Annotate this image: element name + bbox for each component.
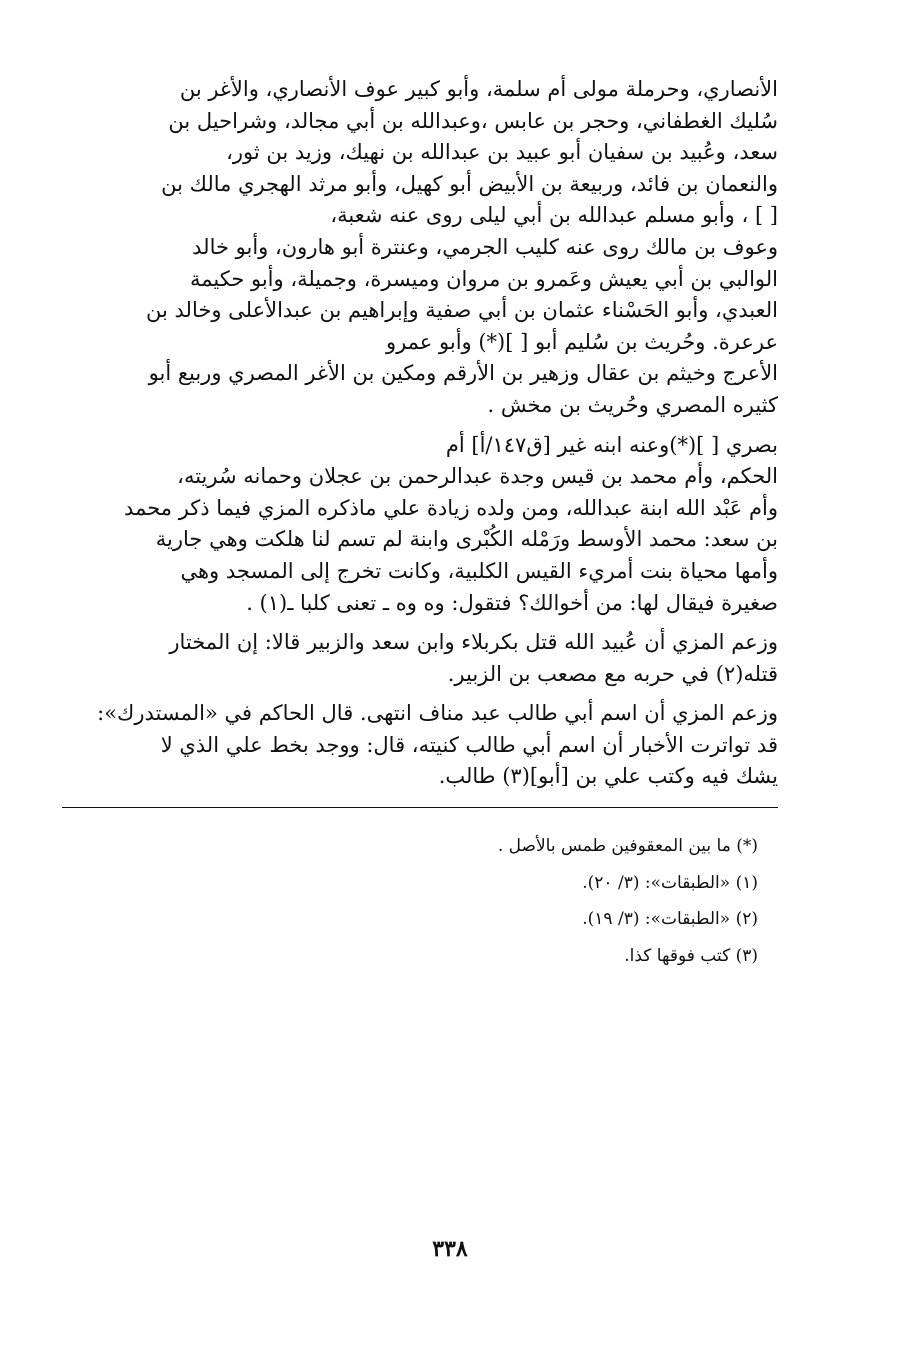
text-line: قتله(٢) في حربه مع مصعب بن الزبير.: [447, 661, 778, 686]
paragraph: [62, 430, 778, 620]
text-line: وزعم المزي أن عُبيد الله قتل بكربلاء وابن سعد والزبير قالا: إن المختار: [169, 630, 778, 655]
text-line: عرعرة. وحُريث بن سُليم أبو [ ](*) وأبو عمرو: [385, 329, 778, 354]
footnotes: [62, 828, 778, 974]
text-line: الحكم، وأم محمد بن قيس وجدة عبدالرحمن بن عجلان وحمانه سُريته،: [177, 464, 778, 489]
footnote: (٢) «الطبقات»: (٣/ ١٩).: [582, 909, 758, 930]
footnote: (٣) كتب فوقها كذا.: [624, 945, 758, 966]
text-line: وزعم المزي أن اسم أبي طالب عبد مناف انتهى. قال الحاكم في «المستدرك»:: [97, 701, 778, 726]
paragraph: [62, 698, 778, 793]
text-line: وأمها محياة بنت أمريء القيس الكلبية، وكانت تخرج إلى المسجد وهي: [180, 558, 778, 583]
text-line: سُليك الغطفاني، وحجر بن عابس ،وعبدالله بن أبي مجالد، وشراحيل بن: [168, 108, 778, 133]
text-line: صغيرة فيقال لها: من أخوالك؟ فتقول: وه وه ـ تعنى كلبا ـ(١) .: [246, 590, 778, 615]
text-line: [ ] ، وأبو مسلم عبدالله بن أبي ليلى روى عنه شعبة،: [330, 203, 778, 228]
paragraph: [62, 627, 778, 690]
text-line: وعوف بن مالك روى عنه كليب الجرمي، وعنترة أبو هارون، وأبو خالد: [192, 234, 778, 259]
text-line: يشك فيه وكتب علي بن [أبو](٣) طالب.: [438, 764, 778, 789]
text-line: سعد، وعُبيد بن سفيان أبو عبيد بن عبدالله بن نهيك، وزيد بن ثور،: [226, 140, 778, 165]
footnote: (١) «الطبقات»: (٣/ ٢٠).: [582, 872, 758, 893]
text-line: بن سعد: محمد الأوسط ورَمْله الكُبْرى وابنة لم تسم لنا هلكت وهي جارية: [155, 527, 778, 552]
text-line: كثيره المصري وحُريث بن مخش .: [487, 392, 778, 417]
text-line: العبدي، وأبو الحَسْناء عثمان بن أبي صفية وإبراهيم بن عبدالأعلى وخالد بن: [146, 298, 778, 323]
page-number: ٣٣٨: [432, 1236, 468, 1262]
text-line: وأم عَبْد الله ابنة عبدالله، ومن ولده زيادة علي ماذكره المزي فيما ذكر محمد: [124, 495, 778, 520]
text-line: بصري [ ](*)وعنه ابنه غير [ق١٤٧/أ] أم: [445, 432, 778, 457]
footnote: (*) ما بين المعقوفين طمس بالأصل .: [497, 836, 758, 857]
text-line: والنعمان بن فائد، وربيعة بن الأبيض أبو كهيل، وأبو مرثد الهجري مالك بن: [161, 171, 778, 196]
footnote-separator: [62, 807, 778, 808]
text-line: قد تواترت الأخبار أن اسم أبي طالب كنيته، قال: ووجد بخط علي الذي لا: [160, 732, 778, 757]
paragraph-gap: [62, 422, 778, 430]
text-line: الوالبي بن أبي يعيش وعَمرو بن مروان وميسرة، وجميلة، وأبو حكيمة: [189, 266, 778, 291]
paragraph-gap: [62, 690, 778, 698]
paragraph-gap: [62, 619, 778, 627]
paragraph: [62, 74, 778, 422]
text-line: الأعرج وخيثم بن عقال وزهير بن الأرقم ومكين بن الأغر المصري وربيع أبو: [148, 361, 778, 386]
page-text: [62, 74, 778, 974]
text-line: الأنصاري، وحرملة مولى أم سلمة، وأبو كبير عوف الأنصاري، والأغر بن: [179, 77, 778, 101]
